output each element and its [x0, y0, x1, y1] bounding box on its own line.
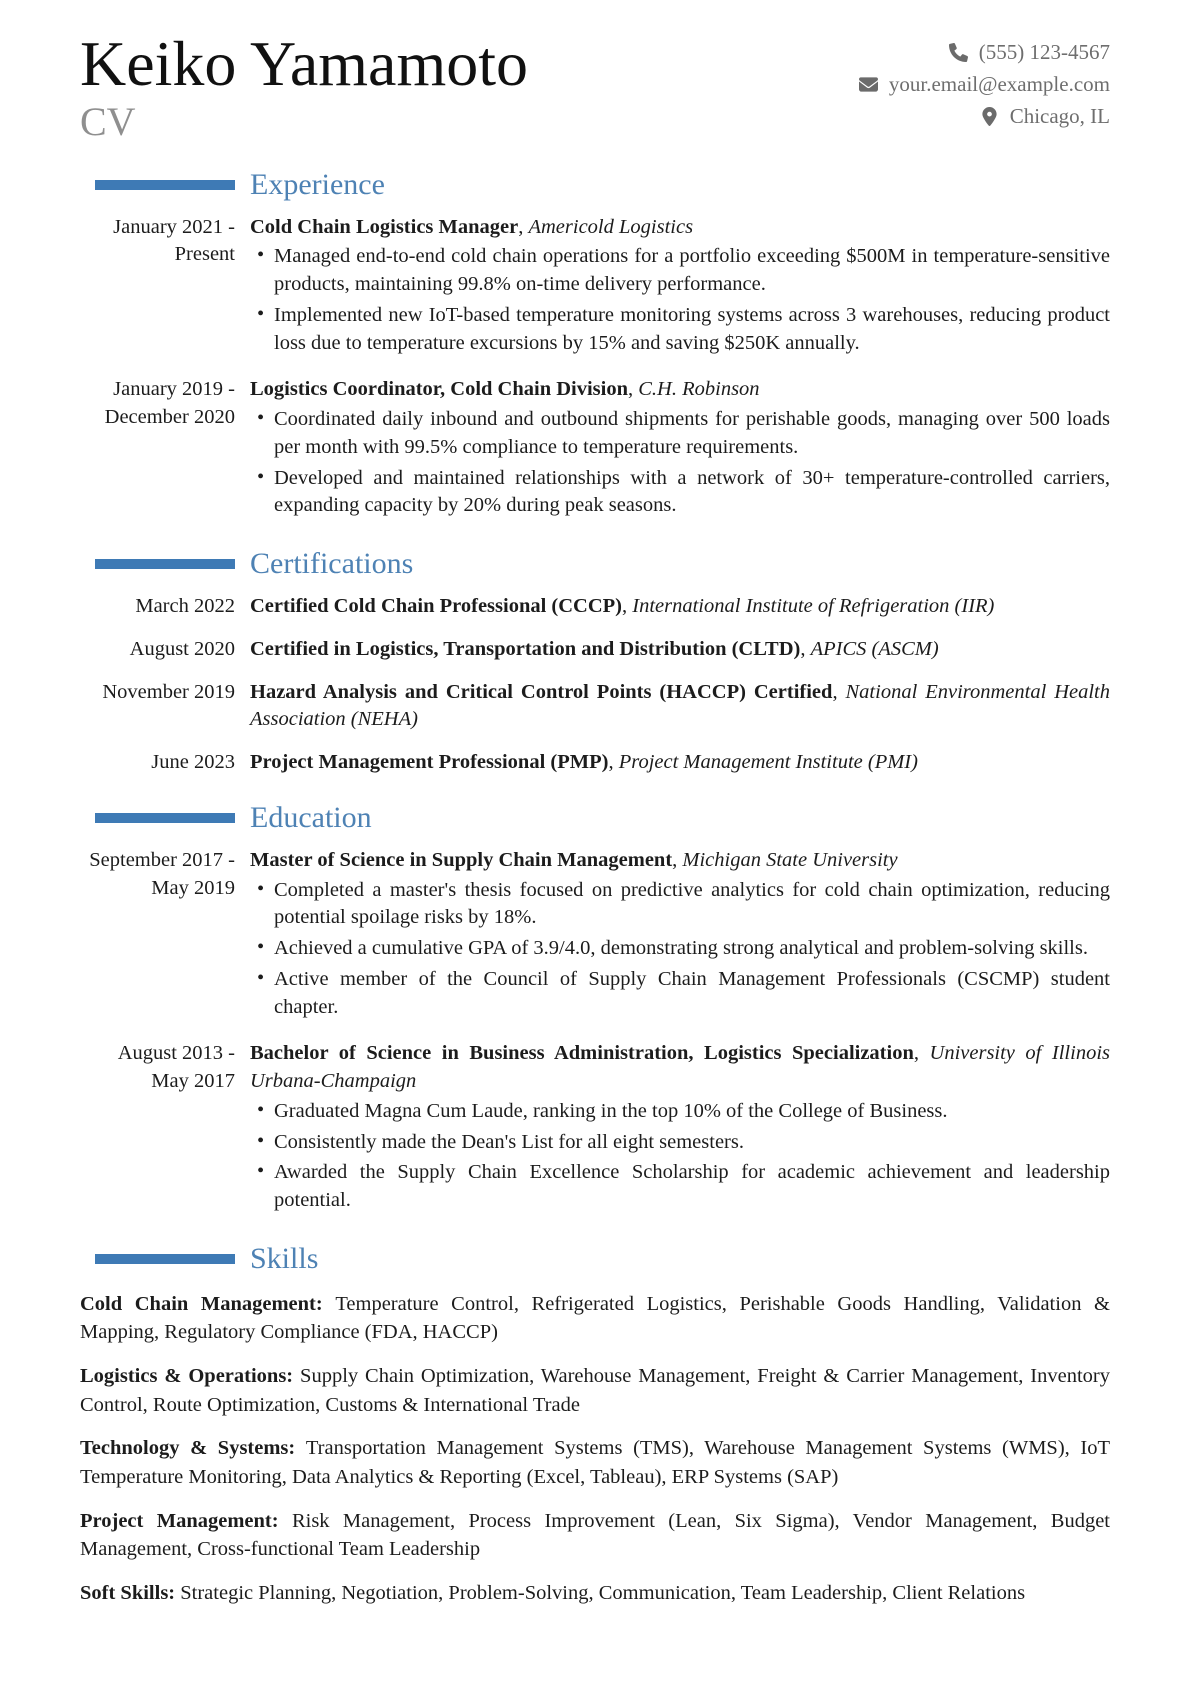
phone-icon [949, 43, 968, 62]
sections [80, 169, 1110, 1608]
timeline-entry [80, 376, 1110, 523]
entry-bullet: • Consistently made the Dean's List for all eight semesters. [250, 1129, 1110, 1157]
entry-headline [250, 636, 1110, 664]
entry-bullet: • Achieved a cumulative GPA of 3.9/4.0, demonstrating strong analytical and problem-solving skills. [250, 935, 1110, 963]
section-accent-bar [95, 559, 235, 569]
skill-category-label: Soft Skills: [80, 1582, 176, 1605]
entry-organization: Project Management Institute (PMI) [618, 751, 918, 774]
entry-bullet-list [250, 1098, 1110, 1216]
entry-date: January 2021 - Present [113, 215, 235, 266]
envelope-icon [859, 75, 878, 94]
entry-bullet-list [250, 877, 1110, 1022]
entry-body [250, 847, 1110, 1025]
section-skills [80, 1243, 1110, 1608]
entry-bullet: • Managed end-to-end cold chain operations for a portfolio exceeding $500M in temperature-sensitive products, maintaining 99.8% on-time delivery performance. [250, 243, 1110, 299]
section-header [80, 802, 1110, 834]
contact-phone-row [859, 36, 1110, 68]
entry-headline [250, 847, 1110, 875]
entry-headline [250, 1040, 1110, 1096]
entry-body [250, 376, 1110, 523]
contact-location-row [859, 100, 1110, 132]
contact-block [859, 26, 1110, 132]
skill-category-label: Technology & Systems: [80, 1437, 296, 1460]
timeline-entry [80, 593, 1110, 621]
entry-date: August 2020 [129, 637, 235, 660]
entry-title: Hazard Analysis and Critical Control Points (HACCP) Certified , [250, 681, 846, 703]
entry-title: Project Management Professional (PMP) , [250, 751, 619, 773]
entry-date: January 2019 - December 2020 [104, 377, 235, 428]
section-title: Experience [250, 168, 385, 201]
skill-category-label: Project Management: [80, 1509, 279, 1532]
entry-bullet: • Implemented new IoT-based temperature monitoring systems across 3 warehouses, reducing product loss due to temperature excursions by 15% and saving $250K annually. [250, 302, 1110, 358]
entry-body [250, 636, 1110, 664]
skill-category-items: Temperature Control, Refrigerated Logistics, Perishable Goods Handling, Validation & Mapping, Regulatory Compliance (FDA, HACCP) [80, 1292, 1110, 1344]
entry-headline [250, 749, 1110, 777]
section-experience [80, 169, 1110, 523]
skill-category-line [80, 1290, 1110, 1347]
entry-date: June 2023 [151, 751, 235, 774]
entry-organization: International Institute of Refrigeration (IIR) [632, 594, 995, 617]
skill-category-items: Risk Management, Process Improvement (Lean, Six Sigma), Vendor Management, Budget Management, Cross-functional Team Leadership [80, 1509, 1110, 1561]
entry-date: March 2022 [135, 594, 235, 617]
entry-title: Cold Chain Logistics Manager , [250, 216, 528, 238]
section-header [80, 169, 1110, 201]
entry-organization: Michigan State University [682, 848, 898, 871]
entry-headline [250, 376, 1110, 404]
entry-organization: APICS (ASCM) [810, 637, 939, 660]
entry-organization: University of Illinois Urbana-Champaign [250, 1041, 1110, 1092]
entry-date: August 2013 - May 2017 [117, 1041, 235, 1092]
skill-category-items: Strategic Planning, Negotiation, Problem-Solving, Communication, Team Leadership, Client Relations [180, 1582, 1026, 1605]
section-education [80, 802, 1110, 1218]
entry-body [250, 1040, 1110, 1218]
email-address: your.email@example.com [888, 71, 1110, 96]
entry-title: Certified Cold Chain Professional (CCCP) , [250, 595, 632, 617]
entry-body [250, 679, 1110, 735]
entry-title: Logistics Coordinator, Cold Chain Division , [250, 378, 638, 400]
entry-headline [250, 593, 1110, 621]
entry-body [250, 214, 1110, 361]
timeline-entry [80, 214, 1110, 361]
entry-date: September 2017 - May 2019 [89, 848, 235, 899]
section-certifications [80, 548, 1110, 777]
entry-body [250, 749, 1110, 777]
section-title: Education [250, 801, 372, 835]
entry-bullet-list [250, 406, 1110, 521]
name-block [80, 26, 528, 144]
entry-bullet: • Developed and maintained relationships with a network of 30+ temperature-controlled carriers, expanding capacity by 20% during peak seasons. [250, 465, 1110, 521]
entry-organization: Americold Logistics [528, 215, 694, 238]
entry-body [250, 593, 1110, 621]
entry-title: Bachelor of Science in Business Administration, Logistics Specialization , [250, 1042, 930, 1064]
location-pin-icon [980, 107, 999, 126]
skill-category-items: Supply Chain Optimization, Warehouse Management, Freight & Carrier Management, Inventory Control, Route Optimization, Customs & International Trade [80, 1365, 1111, 1416]
phone-number: (555) 123-4567 [978, 39, 1110, 64]
person-name: Keiko Yamamoto [80, 28, 528, 99]
timeline-entry [80, 749, 1110, 777]
entry-bullet: • Completed a master's thesis focused on predictive analytics for cold chain optimization, reducing potential spoilage risks by 18%. [250, 877, 1110, 933]
location-text: Chicago, IL [1009, 103, 1110, 128]
contact-email-row [859, 68, 1110, 100]
timeline-entry [80, 679, 1110, 735]
entry-date: November 2019 [102, 680, 235, 703]
entry-bullet: • Awarded the Supply Chain Excellence Scholarship for academic achievement and leadership potential. [250, 1159, 1110, 1215]
section-header [80, 1243, 1110, 1275]
skill-category-line [80, 1362, 1110, 1419]
section-accent-bar [95, 180, 235, 190]
entry-organization: C.H. Robinson [638, 377, 760, 400]
entry-bullet: • Coordinated daily inbound and outbound shipments for perishable goods, managing over 500 loads per month with 99.5% compliance to temperature requirements. [250, 406, 1110, 462]
skill-category-label: Logistics & Operations: [80, 1365, 294, 1387]
entry-headline [250, 214, 1110, 242]
entry-headline [250, 679, 1110, 735]
entry-bullet: • Active member of the Council of Supply Chain Management Professionals (CSCMP) student chapter. [250, 966, 1110, 1022]
timeline-entry [80, 636, 1110, 664]
entry-organization: National Environmental Health Association (NEHA) [250, 680, 1110, 731]
cv-subtitle: CV [80, 99, 136, 144]
timeline-entry [80, 1040, 1110, 1218]
entry-title: Master of Science in Supply Chain Management , [250, 849, 682, 871]
skill-category-items: Transportation Management Systems (TMS), Warehouse Management Systems (WMS), IoT Temperature Monitoring, Data Analytics & Reporting (Excel, Tableau), ERP Systems (SAP) [80, 1437, 1111, 1489]
timeline-entry [80, 847, 1110, 1025]
entry-bullet: • Graduated Magna Cum Laude, ranking in the top 10% of the College of Business. [250, 1098, 1110, 1126]
section-accent-bar [95, 813, 235, 823]
section-accent-bar [95, 1254, 235, 1264]
skill-category-line [80, 1579, 1110, 1608]
entry-bullet-list [250, 243, 1110, 358]
section-title: Certifications [250, 547, 414, 581]
section-header [80, 548, 1110, 580]
entry-title: Certified in Logistics, Transportation and Distribution (CLTD) , [250, 638, 811, 660]
skill-category-label: Cold Chain Management: [80, 1292, 323, 1315]
section-title: Skills [250, 1242, 319, 1276]
skill-category-line [80, 1507, 1110, 1564]
skill-category-line [80, 1434, 1110, 1491]
cv-header [80, 26, 1110, 144]
